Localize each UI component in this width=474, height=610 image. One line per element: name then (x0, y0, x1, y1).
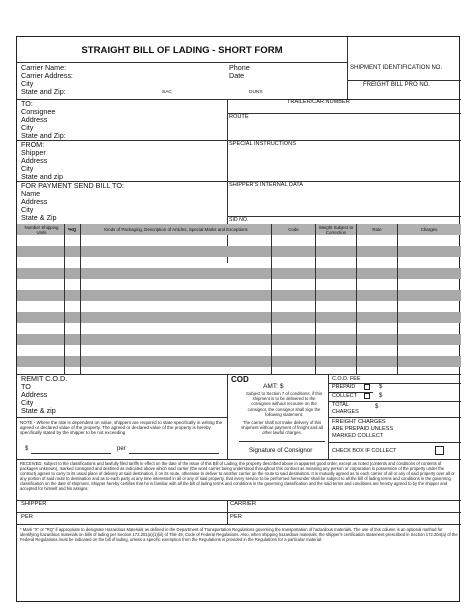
consignee-city-field[interactable]: City (21, 123, 34, 132)
code-header: Code (288, 227, 299, 232)
prepaid-checkbox[interactable] (364, 384, 370, 390)
carrier-name-field[interactable]: Carrier Name: (21, 63, 67, 72)
shippers-internal-field[interactable]: SHIPPER'S INTERNAL DATA (229, 182, 304, 188)
marked-collect-label: MARKED COLLECT (332, 433, 384, 439)
column-divider (315, 224, 316, 374)
divider (17, 524, 461, 525)
table-row-shaded[interactable] (17, 290, 461, 301)
carrier-signature-label: CARRIER (230, 501, 257, 507)
divider (328, 442, 461, 443)
commodity-table (17, 224, 461, 374)
column-divider (356, 224, 357, 374)
bill-to-name-field[interactable]: Name (21, 189, 41, 198)
consignee-state-zip-field[interactable]: State and Zip: (21, 131, 66, 140)
prepaid-label: PREPAID (332, 384, 356, 390)
signature-consignor-label: Signature of Consignor (249, 447, 313, 454)
divider (17, 417, 227, 418)
subject-to-section-7-text: Subject to Section 7 of conditions, if this shipment is to be delivered to the consignee without recourse on the consignor, the consignor shall sign the following statement: (246, 391, 322, 417)
consignee-field[interactable]: Consignee (21, 107, 56, 116)
divider (17, 459, 461, 460)
table-row-shaded[interactable] (17, 268, 461, 279)
bill-of-lading-form (16, 36, 460, 602)
hazmat-footnote: * Mark "X" or "RQ" if appropriate to designate Hazardous Materials as defined in the Department of Transportation Regulations governing the transportation of hazardous materials. The use of this column is an optional method for identifying hazardous materials on bills of lading per Section 172.201(a)(1)(iii) of Title 49, Code of Federal Regulations. Also, when shipping hazardous materials, the shipper's certification statement prescribed in Section 172.204(a) of the Federal Regulations must be indicated on the bill of lading, unless a specific exemption from the Regulations is provided in the Regulations for a particular material. (20, 527, 458, 542)
collect-check-box[interactable] (435, 446, 444, 455)
carrier-address-field[interactable]: Carrier Address: (21, 71, 73, 80)
charges-label: CHARGES (332, 409, 359, 415)
remit-to-field[interactable]: TO (21, 382, 31, 391)
carrier-city-field[interactable]: City (21, 79, 34, 88)
collect-label: COLLECT (332, 393, 357, 399)
shipper-state-zip-field[interactable]: State and zip (21, 172, 63, 181)
route-field[interactable]: ROUTE (229, 114, 249, 120)
carrier-state-zip-field[interactable]: State and Zip: (21, 87, 66, 96)
divider (227, 113, 461, 114)
are-prepaid-label: ARE PREPAID UNLESS (332, 426, 394, 432)
shipper-address-field[interactable]: Address (21, 156, 48, 165)
remit-cod-label: REMIT C.O.D. (21, 374, 68, 383)
carrier-per-label: PER (230, 514, 242, 520)
check-box-label: CHECK BOX IF COLLECT (332, 448, 397, 454)
declared-value-line[interactable] (31, 453, 111, 454)
column-divider (271, 224, 272, 374)
phone-field[interactable]: Phone (229, 63, 250, 72)
signature-line (239, 441, 325, 442)
collect-checkbox[interactable] (364, 393, 370, 399)
consignee-address-field[interactable]: Address (21, 115, 48, 124)
prepaid-dollar: $ (379, 384, 383, 390)
divider (17, 99, 461, 100)
units-header: Number Shipping Units (24, 225, 59, 235)
kinds-header: Kinds of Packaging, Description of Articles, Special Marks and Exceptions (104, 227, 248, 232)
shipper-per-label: PER (21, 514, 33, 520)
to-label: TO: (21, 99, 33, 108)
value-note-text: NOTE - Where the rate is dependent on value, shippers are required to state specifically in writing the agreed or declared value of the property. The agreed or declared value of the property is hereby specifically stated by the shipper to be not exceeding (20, 420, 223, 436)
divider (347, 37, 348, 99)
charges-header: Charges (420, 227, 438, 232)
divider (328, 417, 461, 418)
total-label: TOTAL (332, 402, 349, 408)
remit-address-field[interactable]: Address (21, 390, 48, 399)
carrier-delivery-text: The carrier shall not make delivery of this shipment without payment of freight and all other lawful charges. (241, 420, 323, 436)
per-line[interactable] (129, 453, 219, 454)
payment-label: FOR PAYMENT SEND BILL TO: (21, 181, 124, 190)
collect-dollar: $ (379, 393, 383, 399)
table-row-shaded[interactable] (17, 246, 461, 257)
duns-label: DUNS (249, 90, 263, 95)
divider (17, 62, 347, 63)
table-row-shaded[interactable] (17, 312, 461, 323)
freight-charges-label: FREIGHT CHARGES (332, 419, 386, 425)
bill-to-state-zip-field[interactable]: State & Zip (21, 213, 57, 222)
terms-text: RECEIVED, subject to the classifications and lawfully filed tariffs in effect on the date of the issue of this Bill of Lading, the property described above in apparent good order, except as noted (contents and conditions of contents of packages unknown), marked consigned and destined as indicated above which said carrier (the word carrier being understood throughout this contract as meaning any person or corporation in possession of the property under the contract) agrees to carry to its usual place of delivery at said destination, if on its route, otherwise to deliver to another carrier on the route to said destination. It is mutually agreed as to each carrier of all or any of said property over all or any portion of said route to destination and as to each party at any time interested in all or any of said property, that every service to be performed hereunder shall be subject to all the bill of lading terms and conditions in the governing classification on the date of shipment. Shipper hereby certifies that he is familiar with all the bill of lading terms and conditions in the governing classification and the said terms and conditions are hereby agreed to by the shipper and accepted for himself and his assigns. (20, 461, 455, 491)
sid-no-field[interactable]: SID NO. (229, 217, 249, 223)
cod-fee-label: C.O.D. FEE (332, 376, 361, 382)
cod-amount-field[interactable]: AMT: $ (263, 383, 284, 390)
sac-label: SAC (162, 90, 172, 95)
per-label: per (117, 446, 126, 452)
shipment-id-field[interactable]: SHIPMENT IDENTIFICATION NO. (350, 65, 443, 71)
bill-to-address-field[interactable]: Address (21, 197, 48, 206)
column-divider (64, 224, 65, 374)
trailer-car-field[interactable]: TRAILER/CAR NUMBER (287, 99, 350, 105)
from-label: FROM: (21, 140, 45, 149)
bill-to-city-field[interactable]: City (21, 205, 34, 214)
divider (17, 512, 461, 513)
cod-label: COD (231, 375, 249, 384)
divider (227, 216, 461, 217)
shipper-city-field[interactable]: City (21, 164, 34, 173)
table-row-shaded[interactable] (17, 334, 461, 345)
hm-header: *HQ (67, 227, 77, 232)
column-divider (397, 224, 398, 374)
shipper-field[interactable]: Shipper (21, 148, 46, 157)
shipper-signature-label: SHIPPER (21, 501, 47, 507)
column-divider (80, 224, 81, 374)
special-instructions-field[interactable]: SPECIAL INSTRUCTIONS (229, 141, 296, 147)
rate-header: Rate (372, 227, 382, 232)
freight-bill-field[interactable]: FREIGHT BILL PRO NO. (363, 82, 431, 88)
weight-header: Weight Subject to Correction (318, 225, 354, 235)
form-title: STRAIGHT BILL OF LADING - SHORT FORM (81, 45, 283, 56)
date-field[interactable]: Date (229, 71, 245, 80)
remit-city-field[interactable]: City (21, 398, 34, 407)
divider (227, 374, 228, 459)
total-charges-field[interactable]: $ (375, 404, 379, 410)
remit-state-zip-field[interactable]: State & zip (21, 406, 56, 415)
declared-value-dollar: $ (25, 446, 29, 452)
table-row-shaded[interactable] (17, 356, 461, 367)
